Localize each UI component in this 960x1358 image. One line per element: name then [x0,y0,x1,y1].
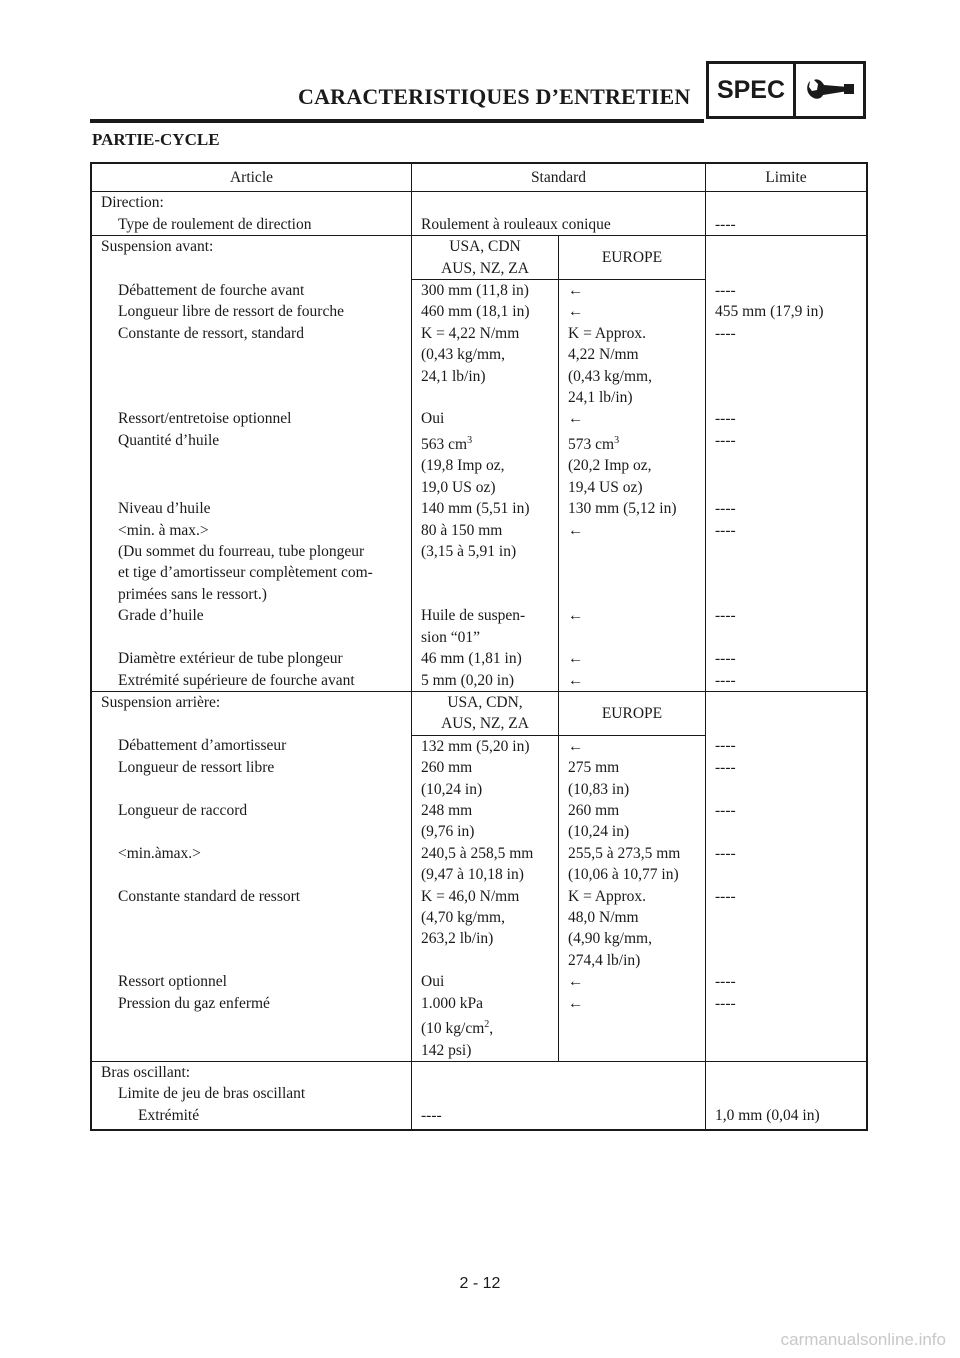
table-row [91,757,867,800]
item-label: Grade d’huile [118,607,204,625]
col-europe: EUROPE [559,236,706,280]
standard-value-usa: 46 mm (1,81 in) [412,648,559,669]
front-suspension-rows [91,280,867,692]
standard-value-usa: K = 4,22 N/mm (0,43 kg/mm, 24,1 lb/in) [412,323,559,409]
limit-value: ---- [706,498,868,519]
standard-value-europe: ← [559,408,706,429]
table-row [91,1083,867,1104]
page-header-title: CARACTERISTIQUES D’ENTRETIEN [298,84,691,109]
standard-value-europe: ← [559,520,706,606]
standard-value-usa: 240,5 à 258,5 mm (9,47 à 10,18 in) [412,843,559,886]
standard-value-usa: 80 à 150 mm (3,15 à 5,91 in) [412,520,559,606]
item-label: <min.àmax.> [118,844,201,862]
spec-badge [706,61,866,119]
standard-value-usa: 132 mm (5,20 in) [412,735,559,757]
limit-value: ---- [706,520,868,606]
standard-value-usa: 460 mm (18,1 in) [412,301,559,322]
header-rule [90,119,704,123]
standard-value-usa: Oui [412,408,559,429]
header-limit: Limite [706,163,868,192]
standard-value-usa: 1.000 kPa (10 $kg/cm^2$, 142 psi) [412,993,559,1062]
limit-value: ---- [706,323,868,409]
standard-value-europe: ← [559,280,706,302]
table-row [91,605,867,648]
rear-suspension-rows [91,735,867,1061]
item-label: Constante de ressort, standard [118,324,304,342]
table-row [91,1061,867,1083]
table-row [91,993,867,1062]
limit-value: 1,0 mm (0,04 in) [706,1105,868,1130]
standard-value-europe: ← [559,971,706,992]
standard-value-europe: ← [559,993,706,1062]
limit-value: ---- [706,757,868,800]
limit-value: ---- [706,886,868,972]
spec-label: SPEC [709,64,796,116]
table-row [91,886,867,972]
table-row [91,498,867,519]
standard-value-europe: ← [559,670,706,692]
table-header-row [91,163,867,192]
standard-value-usa: 300 mm (11,8 in) [412,280,559,302]
table-row [91,735,867,757]
group-label: Direction: [101,194,164,212]
item-label: Ressort optionnel [118,973,227,991]
limit-value: ---- [706,280,868,302]
table-row [91,323,867,409]
col-usa: USA, CDN AUS, NZ, ZA [412,236,559,280]
limit-value: ---- [706,605,868,648]
limit-value: ---- [706,214,868,236]
spec-table [90,162,868,1131]
standard-value-usa: K = 46,0 N/mm (4,70 kg/mm, 263,2 lb/in) [412,886,559,972]
table-row [91,648,867,669]
standard-value-usa: Oui [412,971,559,992]
item-label: Extrémité supérieure de fourche avant [118,671,355,689]
standard-value-europe: 130 mm (5,12 in) [559,498,706,519]
limit-value: ---- [706,993,868,1062]
table-row [91,214,867,236]
item-label: Débattement de fourche avant [118,281,305,299]
table-row [91,430,867,498]
subheader-row [91,691,867,735]
standard-value-usa: 248 mm (9,76 in) [412,800,559,843]
table-row [91,843,867,886]
item-label: Longueur de ressort libre [118,759,275,777]
header-standard: Standard [412,163,706,192]
standard-value-europe: ← [559,735,706,757]
standard-value-usa: 5 mm (0,20 in) [412,670,559,692]
standard-value-usa: 563 $cm^3$ (19,8 Imp oz, 19,0 US oz) [412,430,559,498]
standard-value-europe: 275 mm (10,83 in) [559,757,706,800]
table-row [91,800,867,843]
standard-value-europe: ← [559,648,706,669]
group-label: Suspension arrière: [91,691,412,735]
table-row [91,1105,867,1130]
group-label: Bras oscillant: [91,1061,412,1083]
table-row [91,670,867,692]
limit-value: 455 mm (17,9 in) [706,301,868,322]
item-label: Longueur libre de ressort de fourche [118,303,344,321]
table-row [91,280,867,302]
standard-value-europe: 573 $cm^3$ (20,2 Imp oz, 19,4 US oz) [559,430,706,498]
standard-value-europe: 260 mm (10,24 in) [559,800,706,843]
item-label: Diamètre extérieur de tube plongeur [118,650,343,668]
standard-value-usa: Huile de suspen- sion “01” [412,605,559,648]
limit-value: ---- [706,843,868,886]
standard-value-europe: 255,5 à 273,5 mm (10,06 à 10,77 in) [559,843,706,886]
limit-value: ---- [706,971,868,992]
standard-value-europe: ← [559,301,706,322]
header-article: Article [91,163,412,192]
limit-value: ---- [706,735,868,757]
item-label: Longueur de raccord [118,801,248,819]
wrench-icon [796,64,863,116]
table-row [91,520,867,606]
item-label: Pression du gaz enfermé [118,994,270,1012]
item-label: Niveau d’huile [118,500,211,518]
item-label: Limite de jeu de bras oscillant [118,1085,306,1103]
item-label: <min. à max.> (Du sommet du fourreau, tube plongeur et tige d’amortisseur complètement com- primées sans le ressort.) [118,521,373,603]
limit-value: ---- [706,648,868,669]
item-label: Débattement d’amortisseur [118,737,287,755]
subheader-row [91,236,867,280]
table-row [91,971,867,992]
table-row [91,301,867,322]
standard-value: Roulement à rouleaux conique [412,214,706,236]
limit-value: ---- [706,670,868,692]
standard-value-europe: K = Approx. 48,0 N/mm (4,90 kg/mm, 274,4 lb/in) [559,886,706,972]
item-label: Extrémité [138,1106,200,1124]
item-label: Constante standard de ressort [118,887,301,905]
standard-value-usa: 260 mm (10,24 in) [412,757,559,800]
page-number: 2 - 12 [459,1275,501,1292]
watermark: carmanualsonline.info [780,1330,946,1349]
table-row [91,192,867,214]
limit-value: ---- [706,430,868,498]
standard-value-europe: ← [559,605,706,648]
standard-value-usa: 140 mm (5,51 in) [412,498,559,519]
standard-value-europe: K = Approx. 4,22 N/mm (0,43 kg/mm, 24,1 lb/in) [559,323,706,409]
col-usa: USA, CDN, AUS, NZ, ZA [412,691,559,735]
section-title: PARTIE-CYCLE [92,130,220,149]
table-row [91,408,867,429]
limit-value: ---- [706,408,868,429]
limit-value: ---- [706,800,868,843]
item-label: Ressort/entretoise optionnel [118,410,292,428]
col-europe: EUROPE [559,691,706,735]
group-label: Suspension avant: [91,236,412,280]
item-label: Quantité d’huile [118,431,220,449]
item-label: Type de roulement de direction [118,215,312,233]
standard-value: ---- [412,1105,706,1130]
